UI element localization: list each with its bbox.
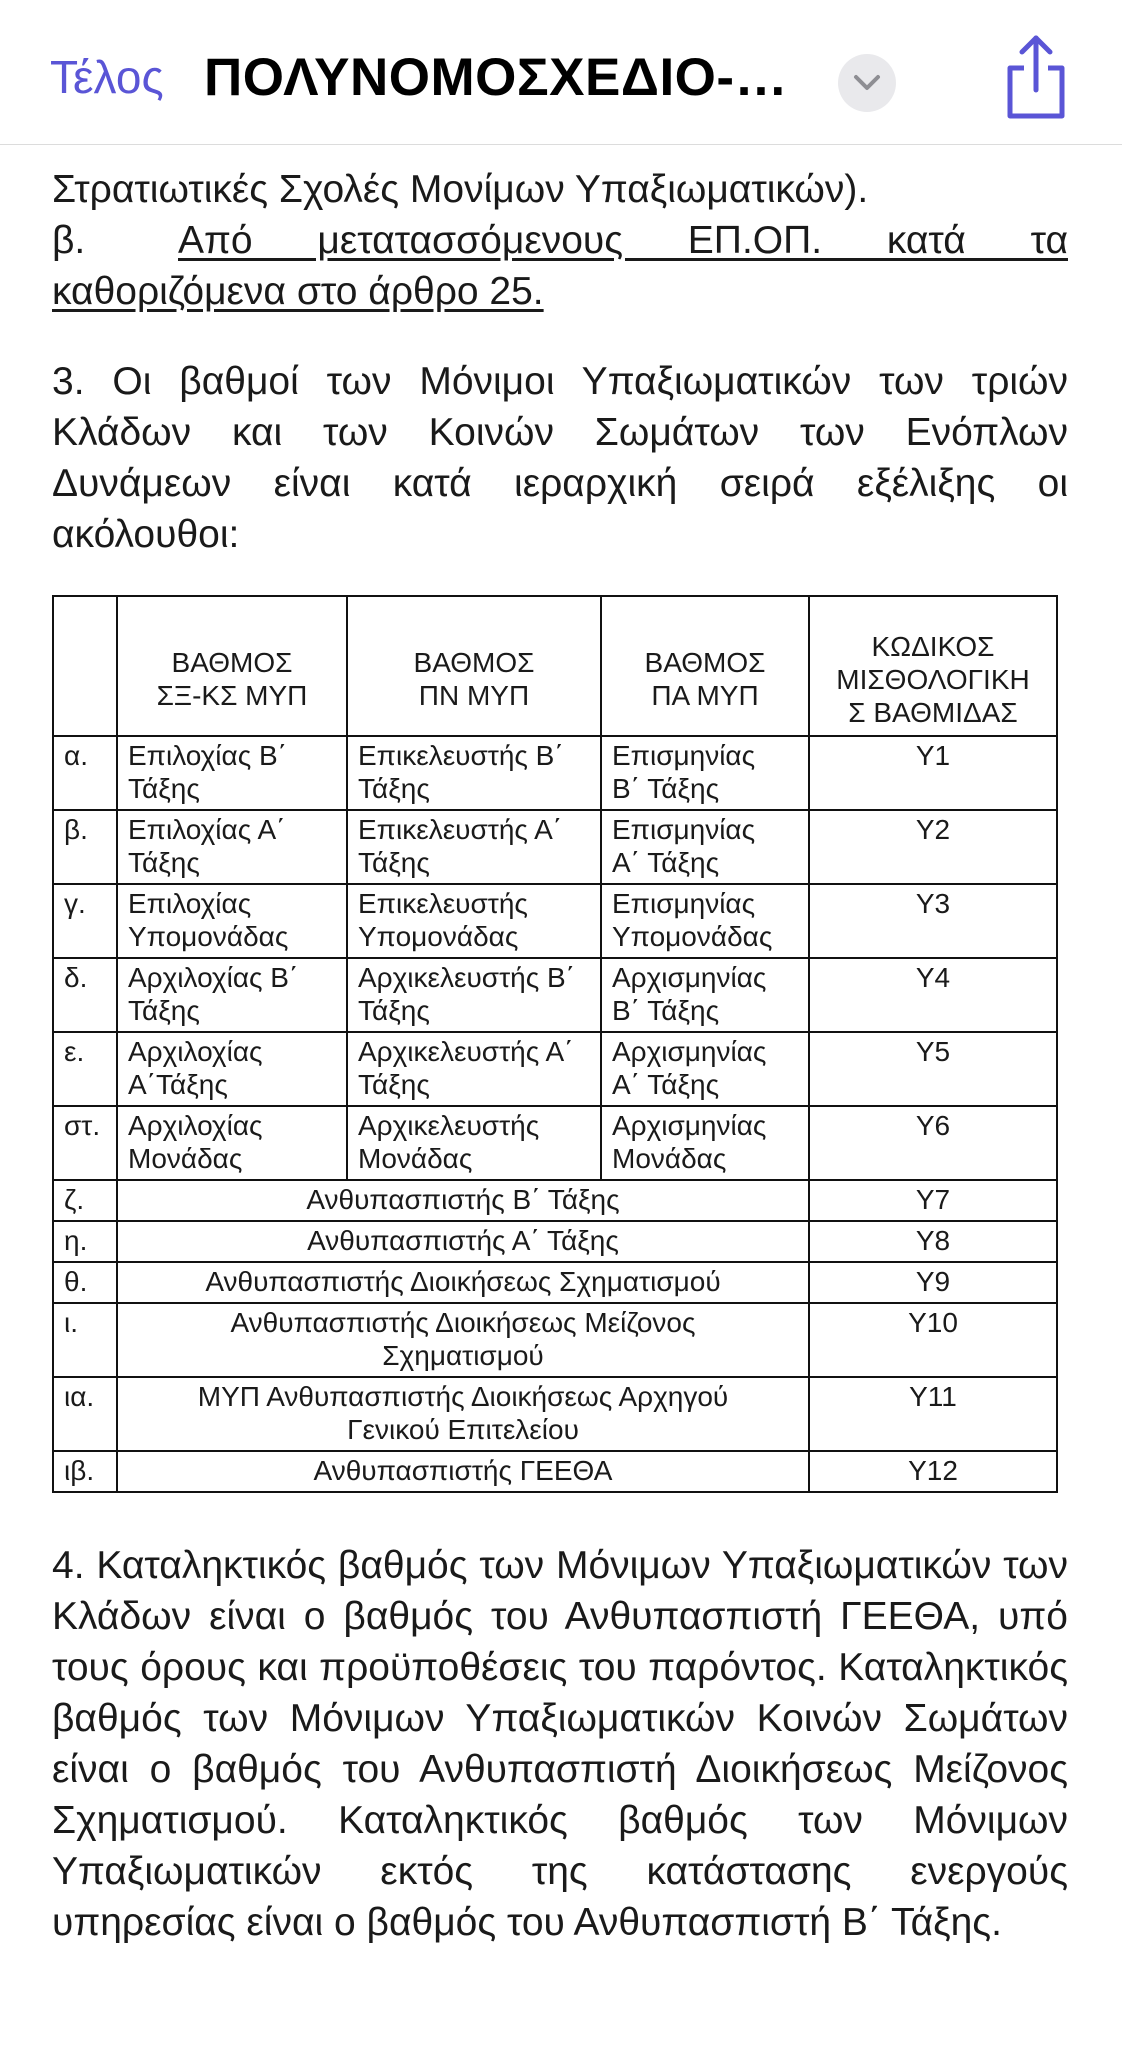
table-row	[53, 1221, 1057, 1262]
row-index: θ.	[53, 1262, 117, 1303]
salary-code: Υ5	[809, 1032, 1057, 1106]
share-icon	[998, 32, 1074, 122]
rank-pn: Αρχικελευστής Μονάδας	[347, 1106, 601, 1180]
salary-code: Υ8	[809, 1221, 1057, 1262]
salary-code: Υ10	[809, 1303, 1057, 1377]
rank-sx: Επιλοχίας Α΄ Τάξης	[117, 810, 347, 884]
rank-unified: Ανθυπασπιστής Β΄ Τάξης	[117, 1180, 809, 1221]
rank-sx: Αρχιλοχίας Β΄ Τάξης	[117, 958, 347, 1032]
rank-pa: Αρχισμηνίας Β΄ Τάξης	[601, 958, 809, 1032]
rank-unified: Ανθυπασπιστής Διοικήσεως Σχηματισμού	[117, 1262, 809, 1303]
rank-pa: Αρχισμηνίας Μονάδας	[601, 1106, 809, 1180]
rank-sx: Επιλοχίας Β΄ Τάξης	[117, 736, 347, 810]
salary-code: Υ4	[809, 958, 1057, 1032]
row-index: στ.	[53, 1106, 117, 1180]
row-index: ζ.	[53, 1180, 117, 1221]
table-row	[53, 1262, 1057, 1303]
rank-pn: Αρχικελευστής Α΄ Τάξης	[347, 1032, 601, 1106]
salary-code: Υ11	[809, 1377, 1057, 1451]
item-b-label: β.	[52, 219, 86, 262]
table-row	[53, 884, 1057, 958]
done-button[interactable]: Τέλος	[50, 51, 164, 103]
table-row	[53, 1032, 1057, 1106]
table-row	[53, 1180, 1057, 1221]
ranks-table	[52, 595, 1058, 1493]
table-row	[53, 736, 1057, 810]
title-menu-button[interactable]	[838, 54, 896, 112]
header-salary-code: ΚΩΔΙΚΟΣ ΜΙΣΘΟΛΟΓΙΚΗ Σ ΒΑΘΜΙΔΑΣ	[809, 596, 1057, 736]
salary-code: Υ2	[809, 810, 1057, 884]
rank-sx: Αρχιλοχίας Α΄Τάξης	[117, 1032, 347, 1106]
paragraph-3: 3. Οι βαθμοί των Μόνιμοι Υπαξιωματικών των τριών Κλάδων και των Κοινών Σωμάτων των Ενόπλων Δυνάμεων είναι κατά ιεραρχική σειρά εξέλιξης οι ακόλουθοι:	[52, 360, 1068, 556]
salary-code: Υ6	[809, 1106, 1057, 1180]
chevron-down-icon	[852, 72, 882, 94]
rank-pa: Επισμηνίας Υπομονάδας	[601, 884, 809, 958]
table-row	[53, 1106, 1057, 1180]
row-index: ι.	[53, 1303, 117, 1377]
rank-pa: Αρχισμηνίας Α΄ Τάξης	[601, 1032, 809, 1106]
rank-sx: Αρχιλοχίας Μονάδας	[117, 1106, 347, 1180]
rank-unified: Ανθυπασπιστής Διοικήσεως Μείζονος Σχηματισμού	[117, 1303, 809, 1377]
header-pa-rank: ΒΑΘΜΟΣ ΠΑ ΜΥΠ	[601, 596, 809, 736]
document-title: ΠΟΛΥΝΟΜΟΣΧΕΔΙΟ-…	[204, 48, 789, 107]
paragraph-4: 4. Καταληκτικός βαθμός των Μόνιμων Υπαξιωματικών των Κλάδων είναι ο βαθμός του Ανθυπασπιστή ΓΕΕΘΑ, υπό τους όρους και προϋποθέσεις του παρόντος. Καταληκτικός βαθμός των Μόνιμων Υπαξιωματικών Κοινών Σωμάτων είναι ο βαθμός του Ανθυπασπιστή Διοικήσεως Μείζονος Σχηματισμού. Καταληκτικός βαθμός των Μόνιμων Υπαξιωματικών εκτός της κατάστασης ενεργούς υπηρεσίας είναι ο βαθμός του Ανθυπασπιστή Β΄ Τάξης.	[52, 1544, 1068, 1944]
rank-pn: Αρχικελευστής Β΄ Τάξης	[347, 958, 601, 1032]
table-row	[53, 958, 1057, 1032]
paragraph-line: Στρατιωτικές Σχολές Μονίμων Υπαξιωματικών).	[52, 168, 869, 211]
rank-unified: Ανθυπασπιστής ΓΕΕΘΑ	[117, 1451, 809, 1492]
rank-pa: Επισμηνίας Α΄ Τάξης	[601, 810, 809, 884]
table-row	[53, 1303, 1057, 1377]
paragraph-2-continuation	[52, 164, 1068, 317]
rank-pa: Επισμηνίας Β΄ Τάξης	[601, 736, 809, 810]
share-button[interactable]	[998, 32, 1074, 122]
item-b	[52, 215, 1068, 266]
row-index: ε.	[53, 1032, 117, 1106]
item-b-text-cont: καθοριζόμενα στο άρθρο 25.	[52, 270, 544, 313]
table-row	[53, 1451, 1057, 1492]
salary-code: Υ7	[809, 1180, 1057, 1221]
row-index: ια.	[53, 1377, 117, 1451]
row-index: δ.	[53, 958, 117, 1032]
item-b-text: Από μετατασσόμενους ΕΠ.ΟΠ. κατά τα	[178, 219, 1068, 262]
row-index: β.	[53, 810, 117, 884]
salary-code: Υ12	[809, 1451, 1057, 1492]
row-index: γ.	[53, 884, 117, 958]
row-index: η.	[53, 1221, 117, 1262]
rank-sx: Επιλοχίας Υπομονάδας	[117, 884, 347, 958]
header-blank	[53, 596, 117, 736]
row-index: ιβ.	[53, 1451, 117, 1492]
header-pn-rank: ΒΑΘΜΟΣ ΠΝ ΜΥΠ	[347, 596, 601, 736]
rank-pn: Επικελευστής Β΄ Τάξης	[347, 736, 601, 810]
table-row	[53, 810, 1057, 884]
table-row	[53, 1377, 1057, 1451]
salary-code: Υ3	[809, 884, 1057, 958]
rank-pn: Επικελευστής Α΄ Τάξης	[347, 810, 601, 884]
rank-unified: ΜΥΠ Ανθυπασπιστής Διοικήσεως Αρχηγού Γενικού Επιτελείου	[117, 1377, 809, 1451]
table-header-row	[53, 596, 1057, 736]
row-index: α.	[53, 736, 117, 810]
salary-code: Υ9	[809, 1262, 1057, 1303]
rank-pn: Επικελευστής Υπομονάδας	[347, 884, 601, 958]
top-nav-bar	[0, 0, 1122, 145]
rank-unified: Ανθυπασπιστής Α΄ Τάξης	[117, 1221, 809, 1262]
salary-code: Υ1	[809, 736, 1057, 810]
header-sx-rank: ΒΑΘΜΟΣ ΣΞ-ΚΣ ΜΥΠ	[117, 596, 347, 736]
